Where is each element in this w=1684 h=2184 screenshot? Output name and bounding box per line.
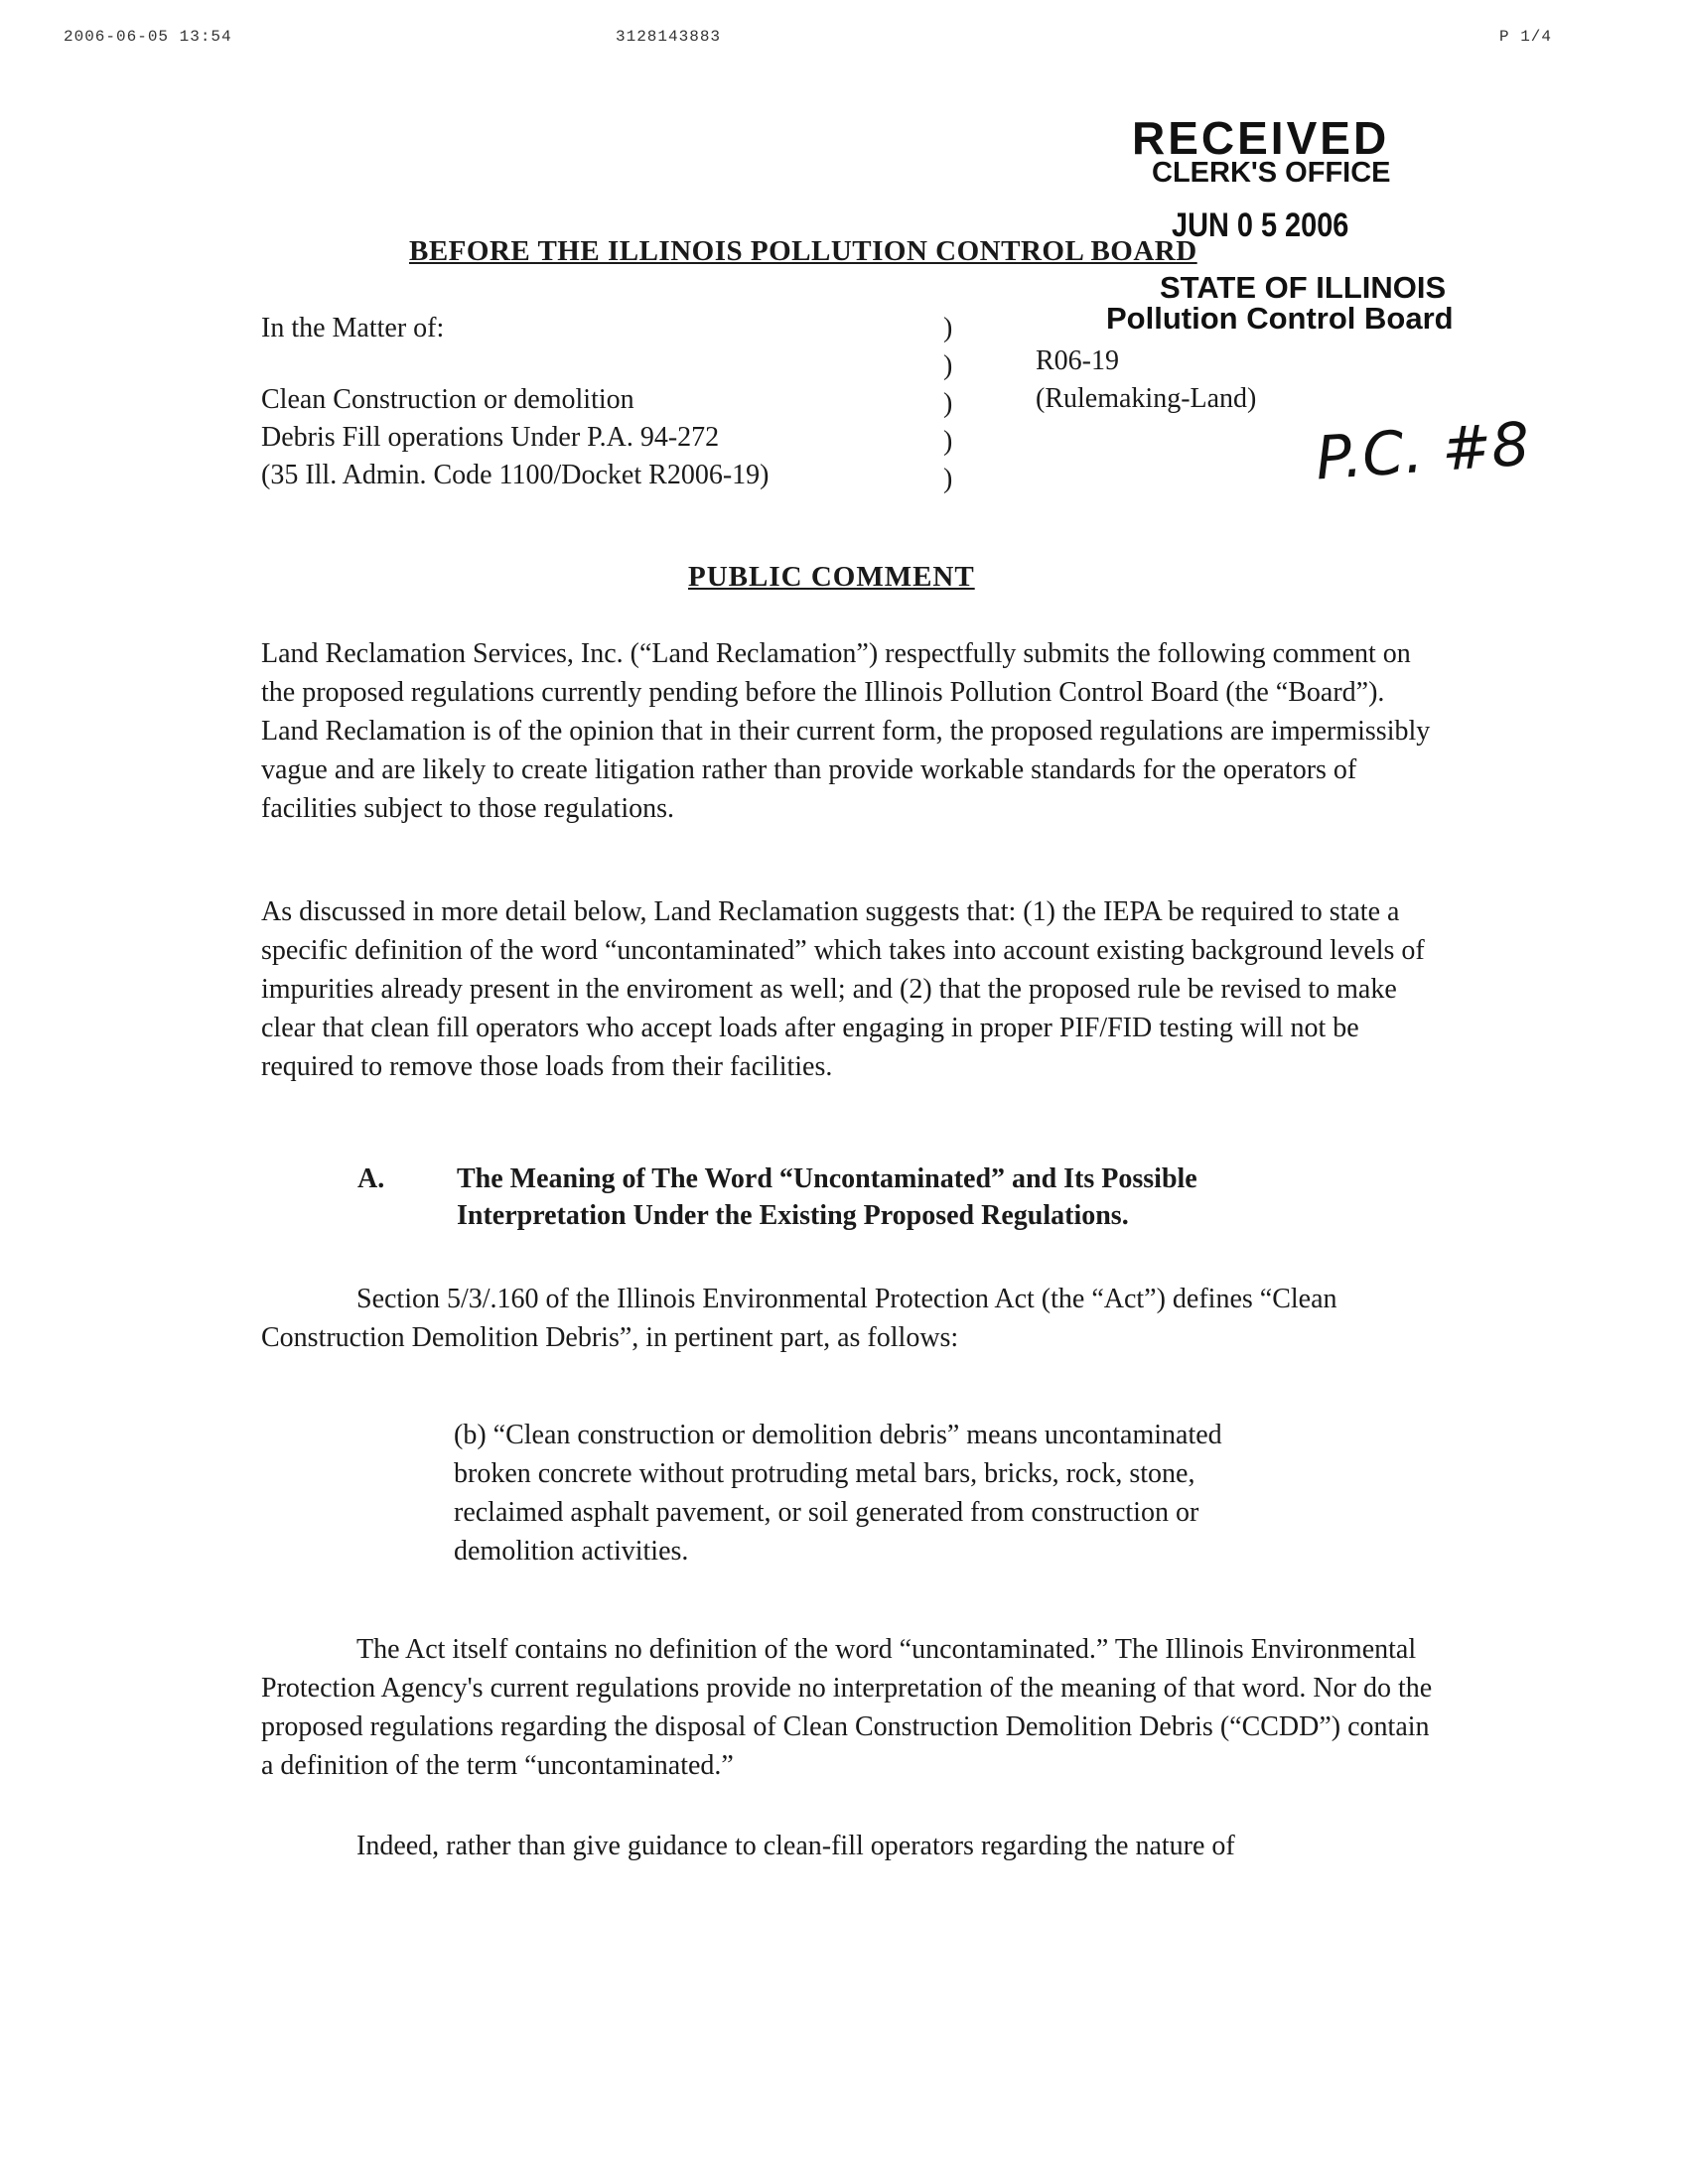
heading-a-line-1: The Meaning of The Word “Uncontaminated” and Its Possible (457, 1163, 1197, 1194)
caption-paren: ) (943, 313, 953, 343)
block-quote-definition: (b) “Clean construction or demolition debris” means uncontaminated broken concrete without protruding metal bars, bricks, rock, stone, reclaimed asphalt pavement, or soil generated from construction or demolition activities. (454, 1420, 1222, 1567)
paragraph-suggestions: As discussed in more detail below, Land Reclamation suggests that: (1) the IEPA be required to state a specific definition of the word “uncontaminated” which takes into account existing background levels of impurities already present in the enviroment as well; and (2) that the proposed rule be revised to make clear that clean fill operators who accept loads after engaging in proper PIF/FID testing will not be required to remove those loads from their facilities. (261, 896, 1425, 1082)
stamp-date: JUN 0 5 2006 (1172, 206, 1349, 244)
paragraph-intro: Land Reclamation Services, Inc. (“Land Reclamation”) respectfully submits the following comment on the proposed regulations currently pending before the Illinois Pollution Control Board (the “Board”). Land Reclamation is of the opinion that in their current form, the proposed regulations are impermissibly vague and are likely to create litigation rather than provide workable standards for the operators of facilities subject to those regulations. (261, 638, 1431, 824)
heading-a-letter: A. (357, 1163, 385, 1194)
stamp-state: STATE OF ILLINOIS (1160, 270, 1447, 305)
caption-matter-label: In the Matter of: (261, 313, 445, 343)
paragraph-no-definition: The Act itself contains no definition of the word “uncontaminated.” The Illinois Environmental Protection Agency's current regulations provide no interpretation of the meaning of that word. Nor do the proposed regulations regarding the disposal of Clean Construction Demolition Debris (“CCDD”) contain a definition of the term “uncontaminated.” (261, 1634, 1433, 1781)
stamp-received: RECEIVED (1132, 112, 1390, 164)
docket-type: (Rulemaking-Land) (1036, 383, 1257, 414)
fax-timestamp: 2006-06-05 13:54 (64, 28, 232, 46)
caption-line-2: Debris Fill operations Under P.A. 94-272 (261, 422, 720, 453)
stamp-clerks-office: CLERK'S OFFICE (1152, 157, 1391, 189)
paragraph-indeed: Indeed, rather than give guidance to clean-fill operators regarding the nature of (356, 1831, 1235, 1861)
caption-paren: ) (943, 426, 953, 457)
heading-a-line-2: Interpretation Under the Existing Proposed Regulations. (457, 1200, 1129, 1231)
page-title: BEFORE THE ILLINOIS POLLUTION CONTROL BOARD (409, 235, 1197, 267)
handwritten-pc-number: P.C. #8 (1313, 409, 1532, 494)
section-title: PUBLIC COMMENT (688, 561, 975, 593)
fax-page-count: P 1/4 (1499, 28, 1553, 46)
stamp-board: Pollution Control Board (1106, 301, 1454, 336)
caption-line-1: Clean Construction or demolition (261, 384, 634, 415)
paragraph-section-definition: Section 5/3/.160 of the Illinois Environmental Protection Act (the “Act”) defines “Clean Construction Demolition Debris”, in pertinent part, as follows: (261, 1284, 1337, 1353)
caption-paren: ) (943, 388, 953, 419)
caption-line-3: (35 Ill. Admin. Code 1100/Docket R2006-19) (261, 460, 770, 490)
caption-paren: ) (943, 350, 953, 381)
docket-number: R06-19 (1036, 345, 1119, 376)
fax-number: 3128143883 (616, 28, 722, 46)
caption-paren: ) (943, 464, 953, 494)
